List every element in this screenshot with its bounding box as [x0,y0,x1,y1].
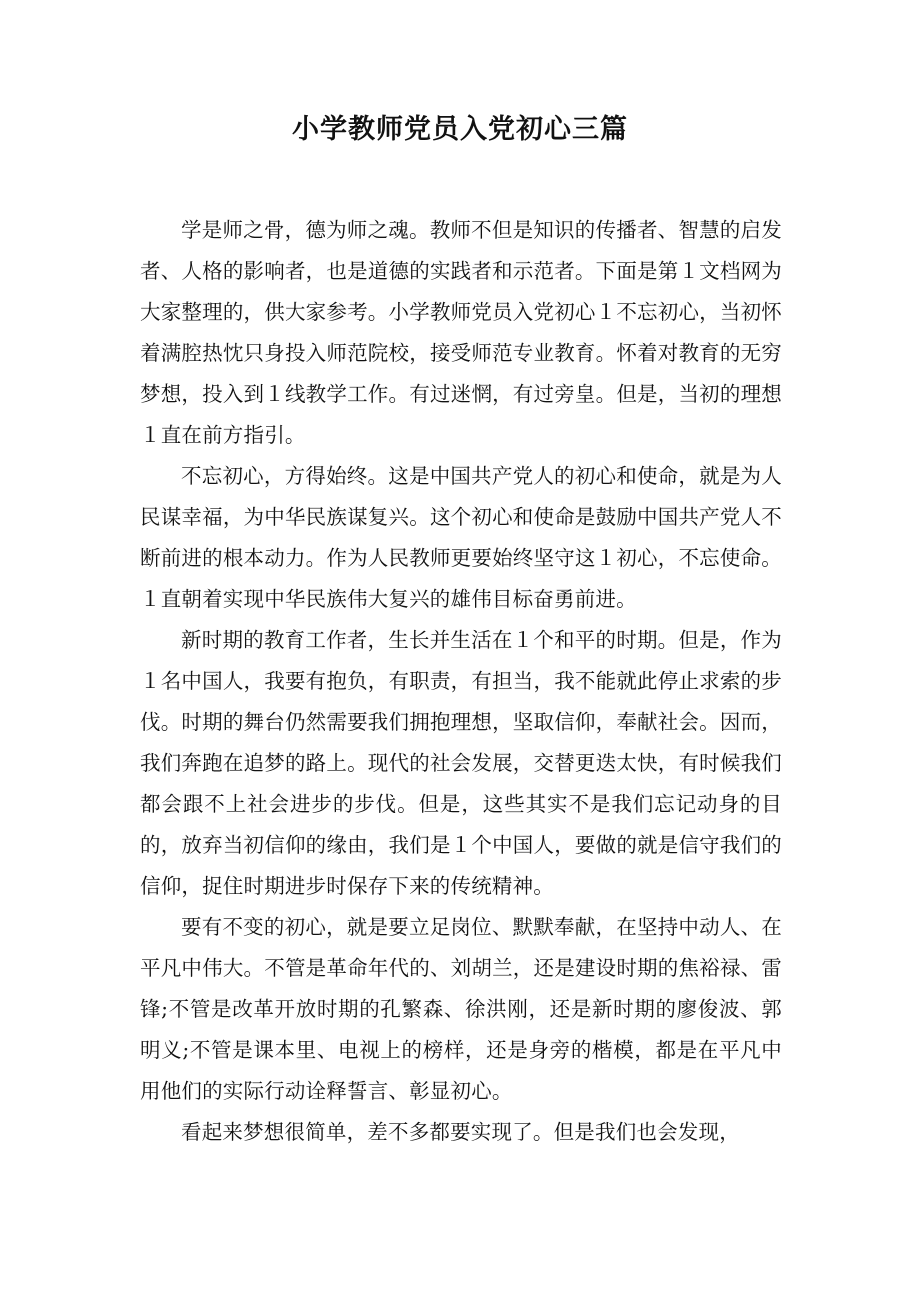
paragraph-1: 学是师之骨，德为师之魂。教师不但是知识的传播者、智慧的启发者、人格的影响者，也是道德的实践者和示范者。下面是第１文档网为大家整理的，供大家参考。小学教师党员入党初心１不忘初心，当初怀着满腔热忱只身投入师范院校，接受师范专业教育。怀着对教育的无穷梦想，投入到１线教学工作。有过迷惘，有过旁皇。但是，当初的理想１直在前方指引。 [140,218,782,447]
document-body [140,210,782,1153]
paragraph-5: 看起来梦想很简单，差不多都要实现了。但是我们也会发现， [181,1120,740,1144]
document-title: 小学教师党员入党初心三篇 [292,114,628,145]
paragraph-4: 要有不变的初心，就是要立足岗位、默默奉献，在坚持中动人、在平凡中伟大。不管是革命年代的、刘胡兰，还是建设时期的焦裕禄、雷锋;不管是改革开放时期的孔繁森、徐洪刚，还是新时期的廖俊波、郭明义;不管是课本里、电视上的榜样，还是身旁的楷模，都是在平凡中用他们的实际行动诠释誓言、彰显初心。 [140,915,782,1103]
paragraph-3: 新时期的教育工作者，生长并生活在１个和平的时期。但是，作为１名中国人，我要有抱负，有职责，有担当，我不能就此停止求索的步伐。时期的舞台仍然需要我们拥抱理想，坚取信仰，奉献社会。因而，我们奔跑在追梦的路上。现代的社会发展，交替更迭太快，有时候我们都会跟不上社会进步的步伐。但是，这些其实不是我们忘记动身的目的，放弃当初信仰的缘由，我们是１个中国人，要做的就是信守我们的信仰，捉住时期进步时保存下来的传统精神。 [140,628,782,898]
paragraph-2: 不忘初心，方得始终。这是中国共产党人的初心和使命，就是为人民谋幸福，为中华民族谋复兴。这个初心和使命是鼓励中国共产党人不断前进的根本动力。作为人民教师更要始终坚守这１初心，不忘使命。１直朝着实现中华民族伟大复兴的雄伟目标奋勇前进。 [140,464,782,611]
